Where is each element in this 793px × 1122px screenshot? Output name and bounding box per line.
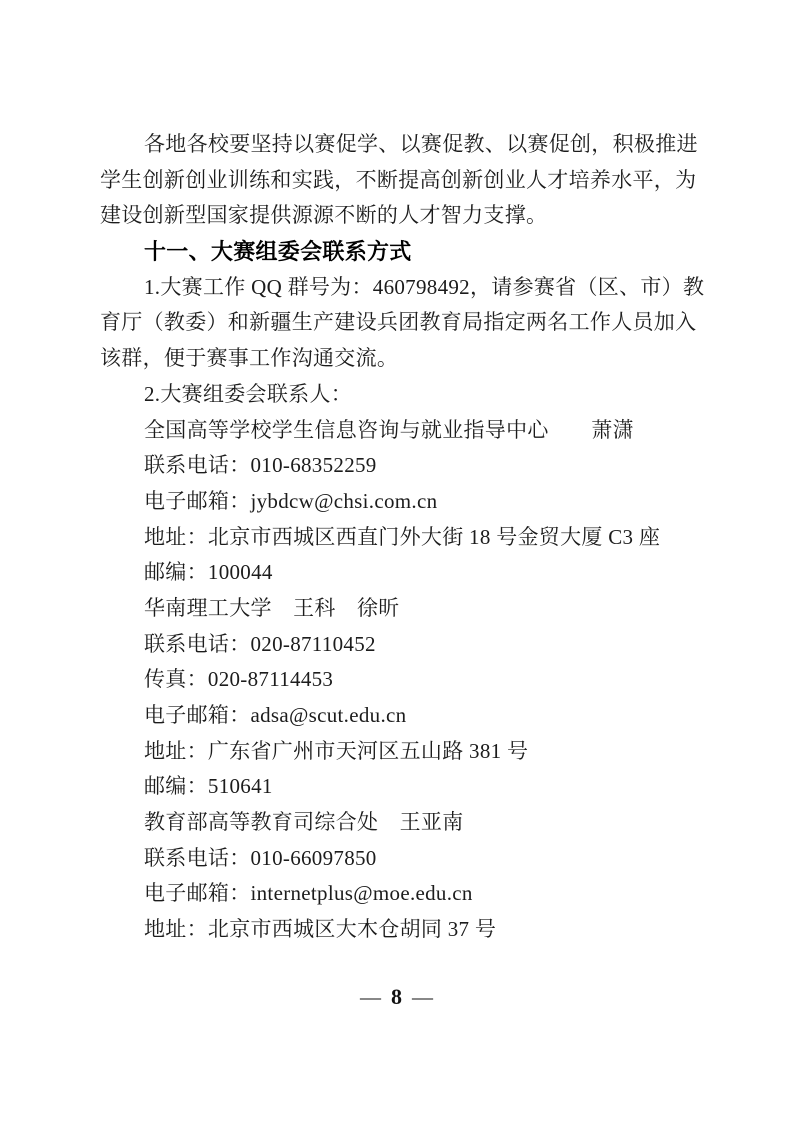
document-body (100, 127, 706, 948)
page-number-dash-left: — (360, 985, 381, 1009)
paragraph-line: 学生创新创业训练和实践，不断提高创新创业人才培养水平，为 (100, 167, 697, 192)
page-footer (0, 982, 793, 1012)
contact-org-and-person: 华南理工大学 王科 徐昕 (144, 595, 400, 620)
contact-address: 地址：北京市西城区大木仓胡同 37 号 (144, 917, 497, 942)
contact-block-scut (100, 591, 706, 805)
contact-block-national-center (100, 413, 706, 591)
contact-phone: 联系电话：020-87110452 (144, 631, 376, 656)
contacts-intro-line: 2.大赛组委会联系人： (144, 381, 353, 406)
contact-org-and-person: 教育部高等教育司综合处 王亚南 (144, 810, 464, 835)
qq-group-paragraph (100, 270, 706, 377)
paragraph-line: 建设创新型国家提供源源不断的人才智力支撑。 (100, 203, 548, 228)
paragraph-line: 各地各校要坚持以赛促学、以赛促教、以赛促创，积极推进 (144, 132, 698, 156)
contact-address: 地址：广东省广州市天河区五山路 381 号 (144, 738, 529, 763)
contact-email: 电子邮箱：internetplus@moe.edu.cn (144, 881, 473, 906)
contact-block-moe (100, 805, 706, 948)
section-heading: 十一、大赛组委会联系方式 (144, 239, 412, 265)
closing-paragraph (100, 127, 706, 234)
page-number: 8 (391, 984, 402, 1009)
paragraph-line: 1.大赛工作 QQ 群号为：460798492，请参赛省（区、市）教 (144, 274, 705, 299)
contact-phone: 联系电话：010-66097850 (144, 845, 377, 870)
contact-email: 电子邮箱：adsa@scut.edu.cn (144, 703, 407, 727)
contact-address: 地址：北京市西城区西直门外大街 18 号金贸大厦 C3 座 (144, 524, 661, 549)
contact-postcode: 邮编：100044 (144, 560, 273, 585)
contact-phone: 联系电话：010-68352259 (144, 453, 377, 478)
contact-org-and-person: 全国高等学校学生信息咨询与就业指导中心 萧潇 (144, 417, 634, 442)
contact-postcode: 邮编：510641 (144, 774, 273, 799)
paragraph-line: 育厅（教委）和新疆生产建设兵团教育局指定两名工作人员加入 (100, 310, 697, 335)
contact-fax: 传真：020-87114453 (144, 667, 334, 692)
paragraph-line: 该群，便于赛事工作沟通交流。 (100, 346, 399, 371)
page-number-dash-right: — (412, 985, 433, 1009)
contact-email: 电子邮箱：jybdcw@chsi.com.cn (144, 488, 438, 513)
